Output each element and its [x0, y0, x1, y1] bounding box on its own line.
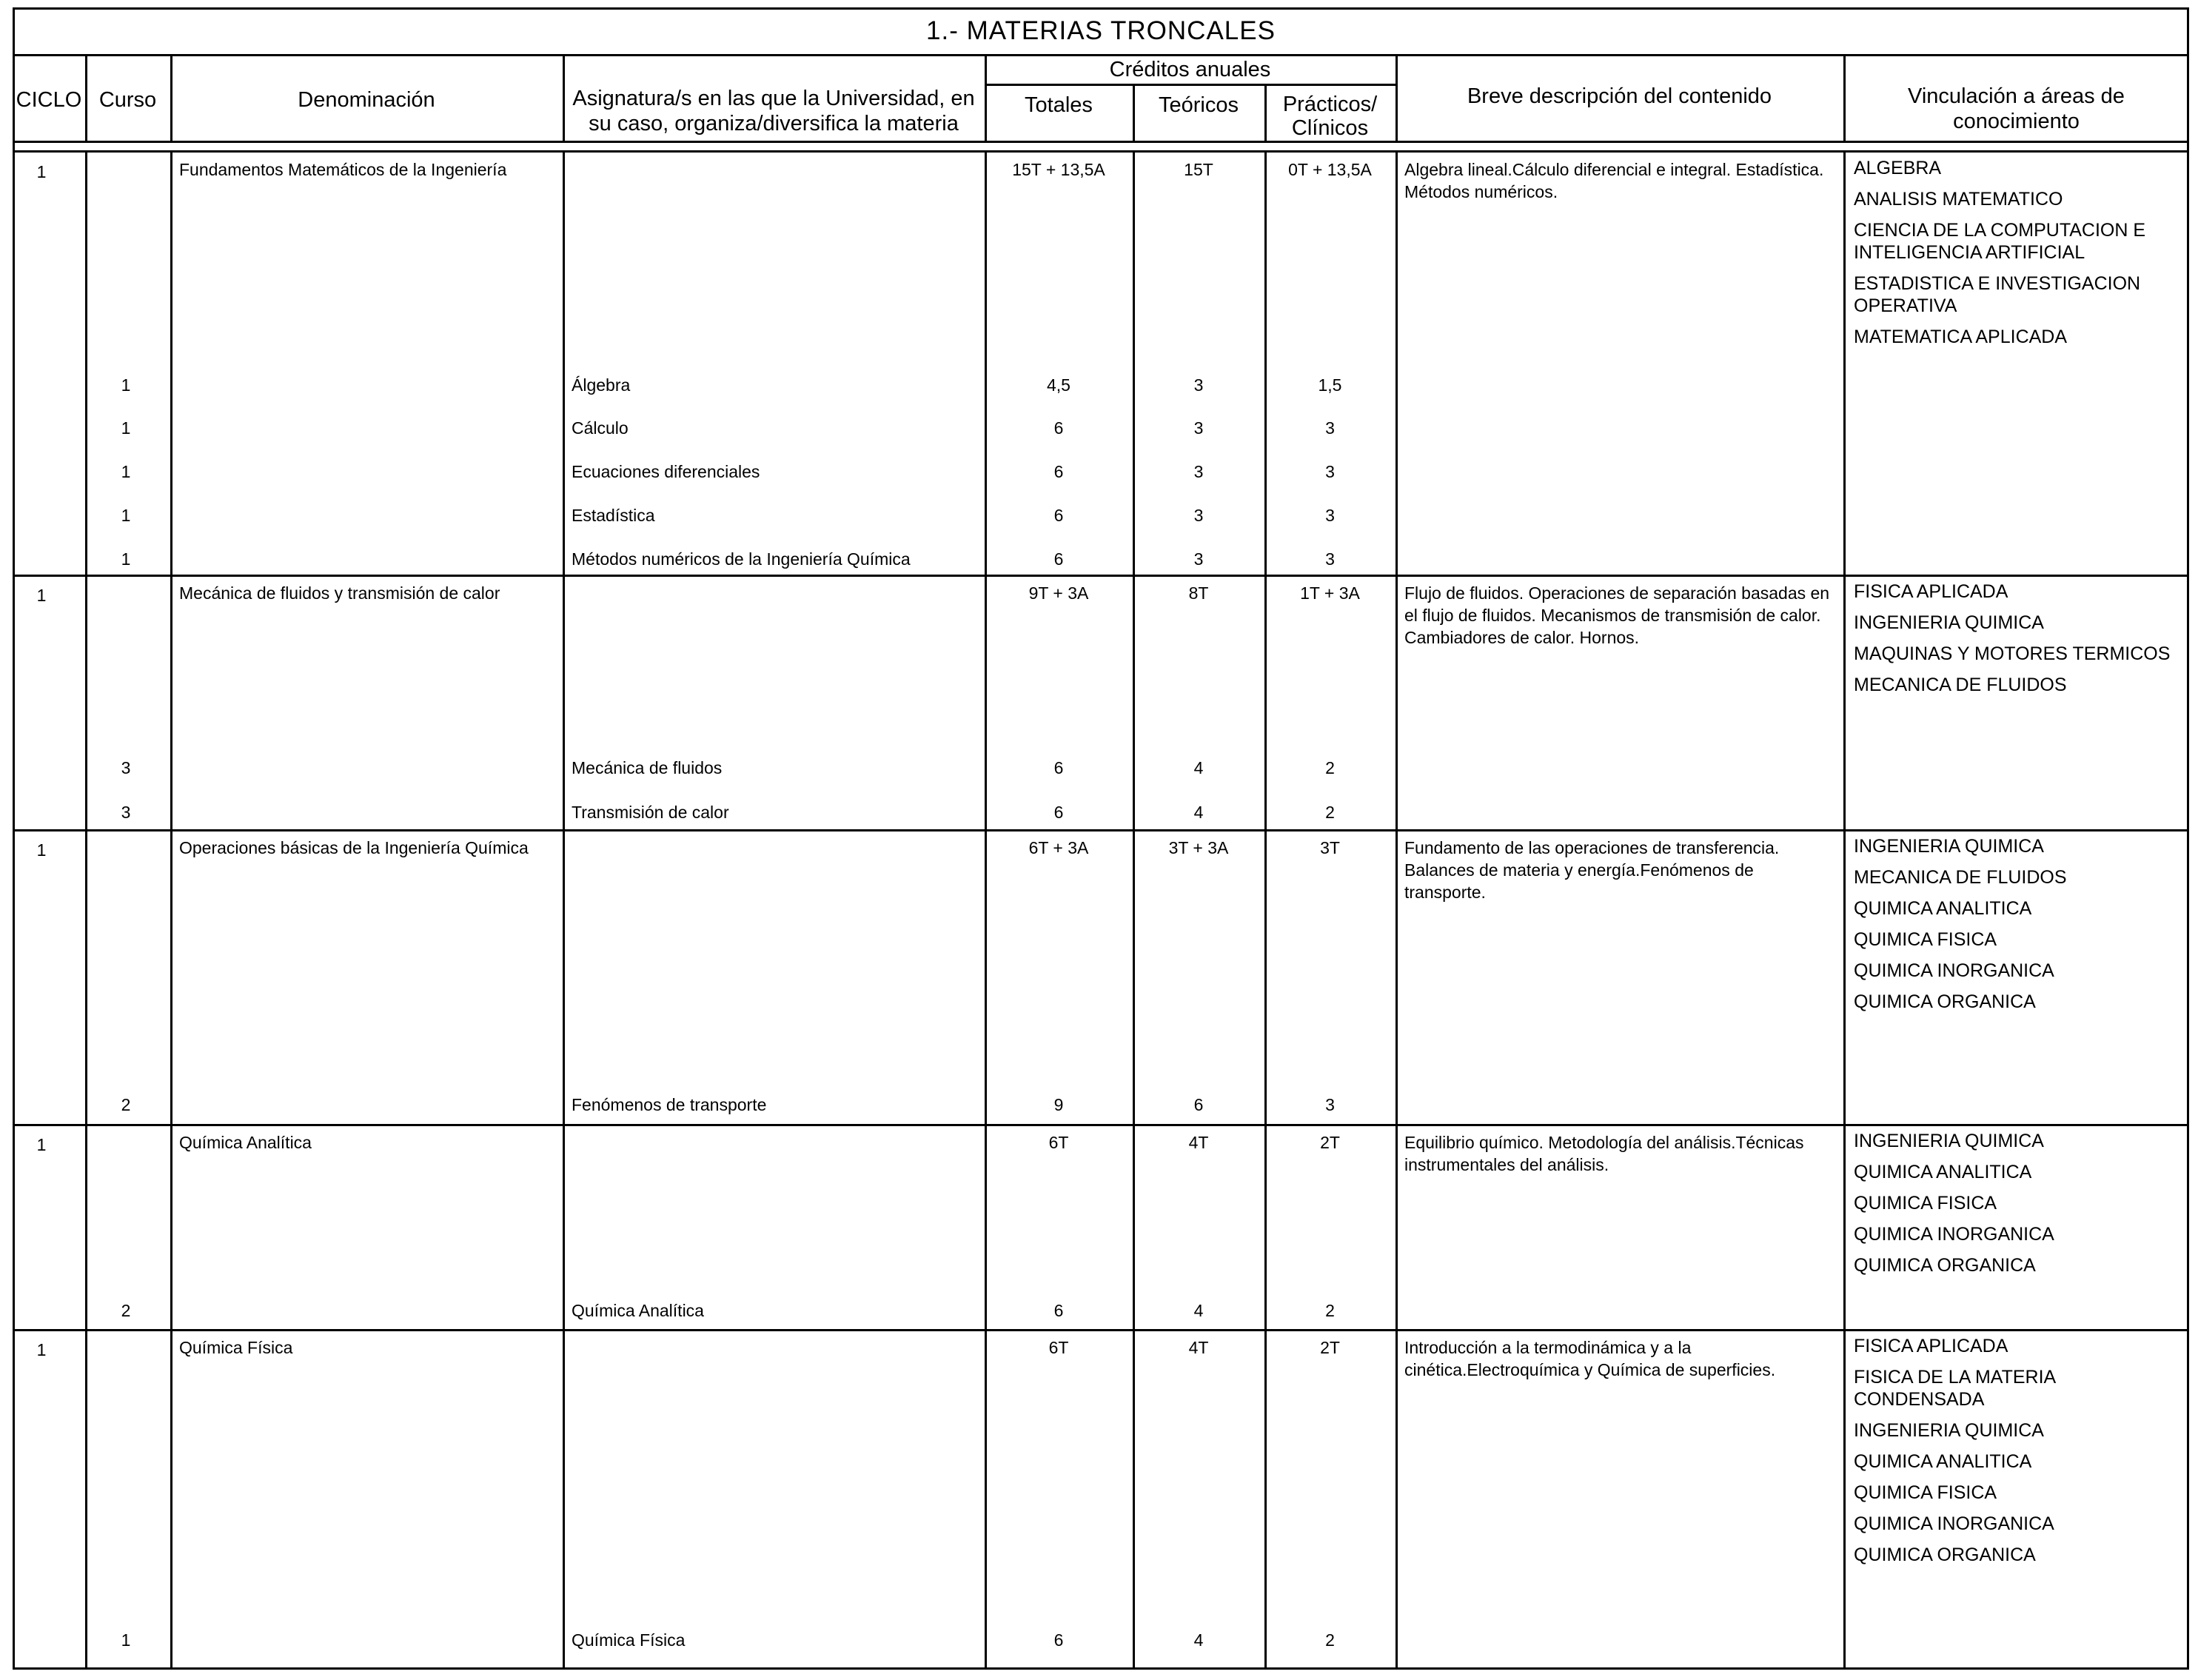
- materia-totales: 9T + 3A: [1028, 583, 1089, 603]
- asignatura-teoricos: 6: [1193, 1095, 1204, 1114]
- asignatura-practicos: 3: [1325, 1095, 1335, 1114]
- asignatura-curso: 1: [121, 1630, 131, 1650]
- materia-teoricos: 8T: [1188, 583, 1209, 603]
- asignatura-teoricos: 3: [1193, 506, 1204, 525]
- materia-practicos: 3T: [1320, 838, 1340, 857]
- header-teoricos: Teóricos: [1159, 93, 1239, 117]
- asignatura-nombre: Álgebra: [572, 375, 631, 395]
- asignatura-teoricos: 3: [1193, 549, 1204, 569]
- asignatura-curso: 3: [121, 758, 131, 777]
- area-conocimiento-item: ANALISIS MATEMATICO: [1854, 189, 2063, 210]
- materia-denominacion: Química Analítica: [179, 1133, 312, 1152]
- asignatura-practicos: 2: [1325, 758, 1335, 777]
- area-conocimiento-item: ESTADISTICA E INVESTIGACION OPERATIVA: [1854, 273, 2141, 316]
- asignatura-nombre: Estadística: [572, 506, 655, 525]
- materia-descripcion: Algebra lineal.Cálculo diferencial e integral. Estadística. Métodos numéricos.: [1404, 160, 1824, 201]
- materia-teoricos: 4T: [1188, 1133, 1209, 1152]
- materia-separator: [13, 829, 2189, 831]
- materia-denominacion: Química Física: [179, 1338, 293, 1357]
- header-denominacion: Denominación: [298, 88, 435, 112]
- asignatura-practicos: 3: [1325, 462, 1335, 481]
- asignatura-totales: 6: [1053, 549, 1064, 569]
- asignatura-nombre: Cálculo: [572, 418, 629, 438]
- materia-ciclo: 1: [36, 1340, 47, 1359]
- area-conocimiento-item: FISICA APLICADA: [1854, 581, 2008, 602]
- area-conocimiento-item: QUIMICA INORGANICA: [1854, 1513, 2054, 1534]
- asignatura-nombre: Métodos numéricos de la Ingeniería Química: [572, 549, 911, 569]
- area-conocimiento-item: QUIMICA FISICA: [1854, 1193, 1997, 1214]
- table-title: 1.- MATERIAS TRONCALES: [13, 7, 2189, 56]
- area-conocimiento-item: ALGEBRA: [1854, 158, 1942, 178]
- asignatura-curso: 1: [121, 506, 131, 525]
- asignatura-curso: 1: [121, 549, 131, 569]
- asignatura-teoricos: 4: [1193, 803, 1204, 822]
- asignatura-curso: 2: [121, 1301, 131, 1320]
- asignatura-practicos: 3: [1325, 418, 1335, 438]
- materia-denominacion: Operaciones básicas de la Ingeniería Química: [179, 838, 529, 857]
- area-conocimiento-item: QUIMICA ORGANICA: [1854, 1255, 2036, 1276]
- materia-totales: 6T: [1048, 1133, 1069, 1152]
- asignatura-curso: 1: [121, 418, 131, 438]
- header-col-divider: [563, 56, 565, 141]
- header-descripcion: Breve descripción del contenido: [1467, 84, 1772, 108]
- materia-separator: [13, 575, 2189, 577]
- header-creditos-divider: [985, 84, 1395, 86]
- asignatura-nombre: Ecuaciones diferenciales: [572, 462, 760, 481]
- materia-practicos: 1T + 3A: [1300, 583, 1360, 603]
- materia-teoricos: 4T: [1188, 1338, 1209, 1357]
- header-vinculacion: Vinculación a áreas de conocimiento: [1908, 84, 2125, 133]
- body-top-line: [13, 150, 2189, 153]
- asignatura-totales: 6: [1053, 462, 1064, 481]
- asignatura-teoricos: 3: [1193, 418, 1204, 438]
- asignatura-teoricos: 3: [1193, 462, 1204, 481]
- asignatura-practicos: 2: [1325, 1301, 1335, 1320]
- areas-conocimiento-list: [1854, 835, 2177, 1022]
- area-conocimiento-item: QUIMICA FISICA: [1854, 1482, 1997, 1503]
- header-col-divider: [1395, 56, 1398, 141]
- area-conocimiento-item: FISICA APLICADA: [1854, 1336, 2008, 1356]
- asignatura-totales: 6: [1053, 506, 1064, 525]
- asignatura-practicos: 3: [1325, 506, 1335, 525]
- area-conocimiento-item: QUIMICA ORGANICA: [1854, 1545, 2036, 1565]
- body-col-divider: [1395, 153, 1398, 1670]
- materia-ciclo: 1: [36, 162, 47, 181]
- areas-conocimiento-list: [1854, 1130, 2177, 1285]
- materia-practicos: 0T + 13,5A: [1288, 160, 1372, 179]
- areas-conocimiento-list: [1854, 1335, 2177, 1575]
- asignatura-nombre: Química Analítica: [572, 1301, 704, 1320]
- asignatura-totales: 4,5: [1047, 375, 1070, 395]
- materia-totales: 15T + 13,5A: [1012, 160, 1105, 179]
- header-col-divider: [1843, 56, 1846, 141]
- header-ciclo: CICLO: [16, 88, 82, 112]
- area-conocimiento-item: QUIMICA FISICA: [1854, 929, 1997, 950]
- area-conocimiento-item: MATEMATICA APLICADA: [1854, 327, 2068, 347]
- body-col-divider: [1843, 153, 1846, 1670]
- materia-teoricos: 3T + 3A: [1168, 838, 1229, 857]
- asignatura-teoricos: 4: [1193, 758, 1204, 777]
- asignatura-teoricos: 4: [1193, 1301, 1204, 1320]
- asignatura-nombre: Química Física: [572, 1630, 686, 1650]
- body-col-divider: [563, 153, 565, 1670]
- area-conocimiento-item: QUIMICA INORGANICA: [1854, 960, 2054, 981]
- area-conocimiento-item: MECANICA DE FLUIDOS: [1854, 867, 2067, 888]
- materia-descripcion: Fundamento de las operaciones de transferencia. Balances de materia y energía.Fenómenos de transporte.: [1404, 838, 1780, 902]
- header-col-divider: [85, 56, 87, 141]
- asignatura-totales: 6: [1053, 418, 1064, 438]
- asignatura-nombre: Transmisión de calor: [572, 803, 729, 822]
- asignatura-totales: 6: [1053, 803, 1064, 822]
- materia-ciclo: 1: [36, 586, 47, 605]
- header-creditos-anuales: Créditos anuales: [1109, 58, 1271, 81]
- header-totales: Totales: [1025, 93, 1093, 117]
- header-col-divider: [170, 56, 172, 141]
- asignatura-practicos: 3: [1325, 549, 1335, 569]
- asignatura-nombre: Mecánica de fluidos: [572, 758, 723, 777]
- materia-separator: [13, 1329, 2189, 1331]
- asignatura-totales: 9: [1053, 1095, 1064, 1114]
- materia-denominacion: Mecánica de fluidos y transmisión de calor: [179, 583, 500, 603]
- header-bottom-line: [13, 141, 2189, 143]
- asignatura-curso: 1: [121, 462, 131, 481]
- area-conocimiento-item: QUIMICA ANALITICA: [1854, 898, 2032, 919]
- asignatura-practicos: 1,5: [1318, 375, 1342, 395]
- area-conocimiento-item: MECANICA DE FLUIDOS: [1854, 675, 2067, 695]
- area-conocimiento-item: CIENCIA DE LA COMPUTACION E INTELIGENCIA ARTIFICIAL: [1854, 220, 2146, 263]
- area-conocimiento-item: FISICA DE LA MATERIA CONDENSADA: [1854, 1367, 2055, 1410]
- areas-conocimiento-list: [1854, 580, 2177, 705]
- area-conocimiento-item: QUIMICA ORGANICA: [1854, 991, 2036, 1012]
- area-conocimiento-item: INGENIERIA QUIMICA: [1854, 836, 2044, 857]
- header-asignatura: Asignatura/s en las que la Universidad, en su caso, organiza/diversifica la materia: [572, 87, 975, 135]
- asignatura-nombre: Fenómenos de transporte: [572, 1095, 767, 1114]
- area-conocimiento-item: QUIMICA INORGANICA: [1854, 1224, 2054, 1245]
- materia-totales: 6T + 3A: [1028, 838, 1089, 857]
- area-conocimiento-item: INGENIERIA QUIMICA: [1854, 612, 2044, 633]
- asignatura-curso: 1: [121, 375, 131, 395]
- body-col-divider: [170, 153, 172, 1670]
- asignatura-totales: 6: [1053, 1301, 1064, 1320]
- area-conocimiento-item: MAQUINAS Y MOTORES TERMICOS: [1854, 643, 2171, 664]
- asignatura-practicos: 2: [1325, 803, 1335, 822]
- asignatura-teoricos: 4: [1193, 1630, 1204, 1650]
- materia-ciclo: 1: [36, 1135, 47, 1154]
- materia-descripcion: Equilibrio químico. Metodología del análisis.Técnicas instrumentales del análisis.: [1404, 1133, 1804, 1174]
- asignatura-practicos: 2: [1325, 1630, 1335, 1650]
- areas-conocimiento-list: [1854, 157, 2177, 357]
- asignatura-totales: 6: [1053, 758, 1064, 777]
- materia-practicos: 2T: [1320, 1338, 1340, 1357]
- area-conocimiento-item: INGENIERIA QUIMICA: [1854, 1420, 2044, 1441]
- materia-denominacion: Fundamentos Matemáticos de la Ingeniería: [179, 160, 507, 179]
- asignatura-totales: 6: [1053, 1630, 1064, 1650]
- header-subcol-divider: [1133, 84, 1135, 141]
- materia-ciclo: 1: [36, 840, 47, 860]
- area-conocimiento-item: QUIMICA ANALITICA: [1854, 1451, 2032, 1472]
- asignatura-curso: 3: [121, 803, 131, 822]
- header-col-divider: [985, 56, 987, 141]
- materia-teoricos: 15T: [1184, 160, 1213, 179]
- materia-totales: 6T: [1048, 1338, 1069, 1357]
- materia-separator: [13, 1124, 2189, 1126]
- area-conocimiento-item: INGENIERIA QUIMICA: [1854, 1131, 2044, 1151]
- area-conocimiento-item: QUIMICA ANALITICA: [1854, 1162, 2032, 1182]
- materia-descripcion: Introducción a la termodinámica y a la cinética.Electroquímica y Química de superficies.: [1404, 1338, 1776, 1379]
- header-curso: Curso: [98, 88, 157, 112]
- materia-descripcion: Flujo de fluidos. Operaciones de separación basadas en el flujo de fluidos. Mecanismos de transmisión de calor. Cambiadores de calor. Hornos.: [1404, 583, 1830, 647]
- asignatura-curso: 2: [121, 1095, 131, 1114]
- header-practicos: Prácticos/ Clínicos: [1282, 93, 1378, 140]
- materia-practicos: 2T: [1320, 1133, 1340, 1152]
- asignatura-teoricos: 3: [1193, 375, 1204, 395]
- header-subcol-divider: [1264, 84, 1267, 141]
